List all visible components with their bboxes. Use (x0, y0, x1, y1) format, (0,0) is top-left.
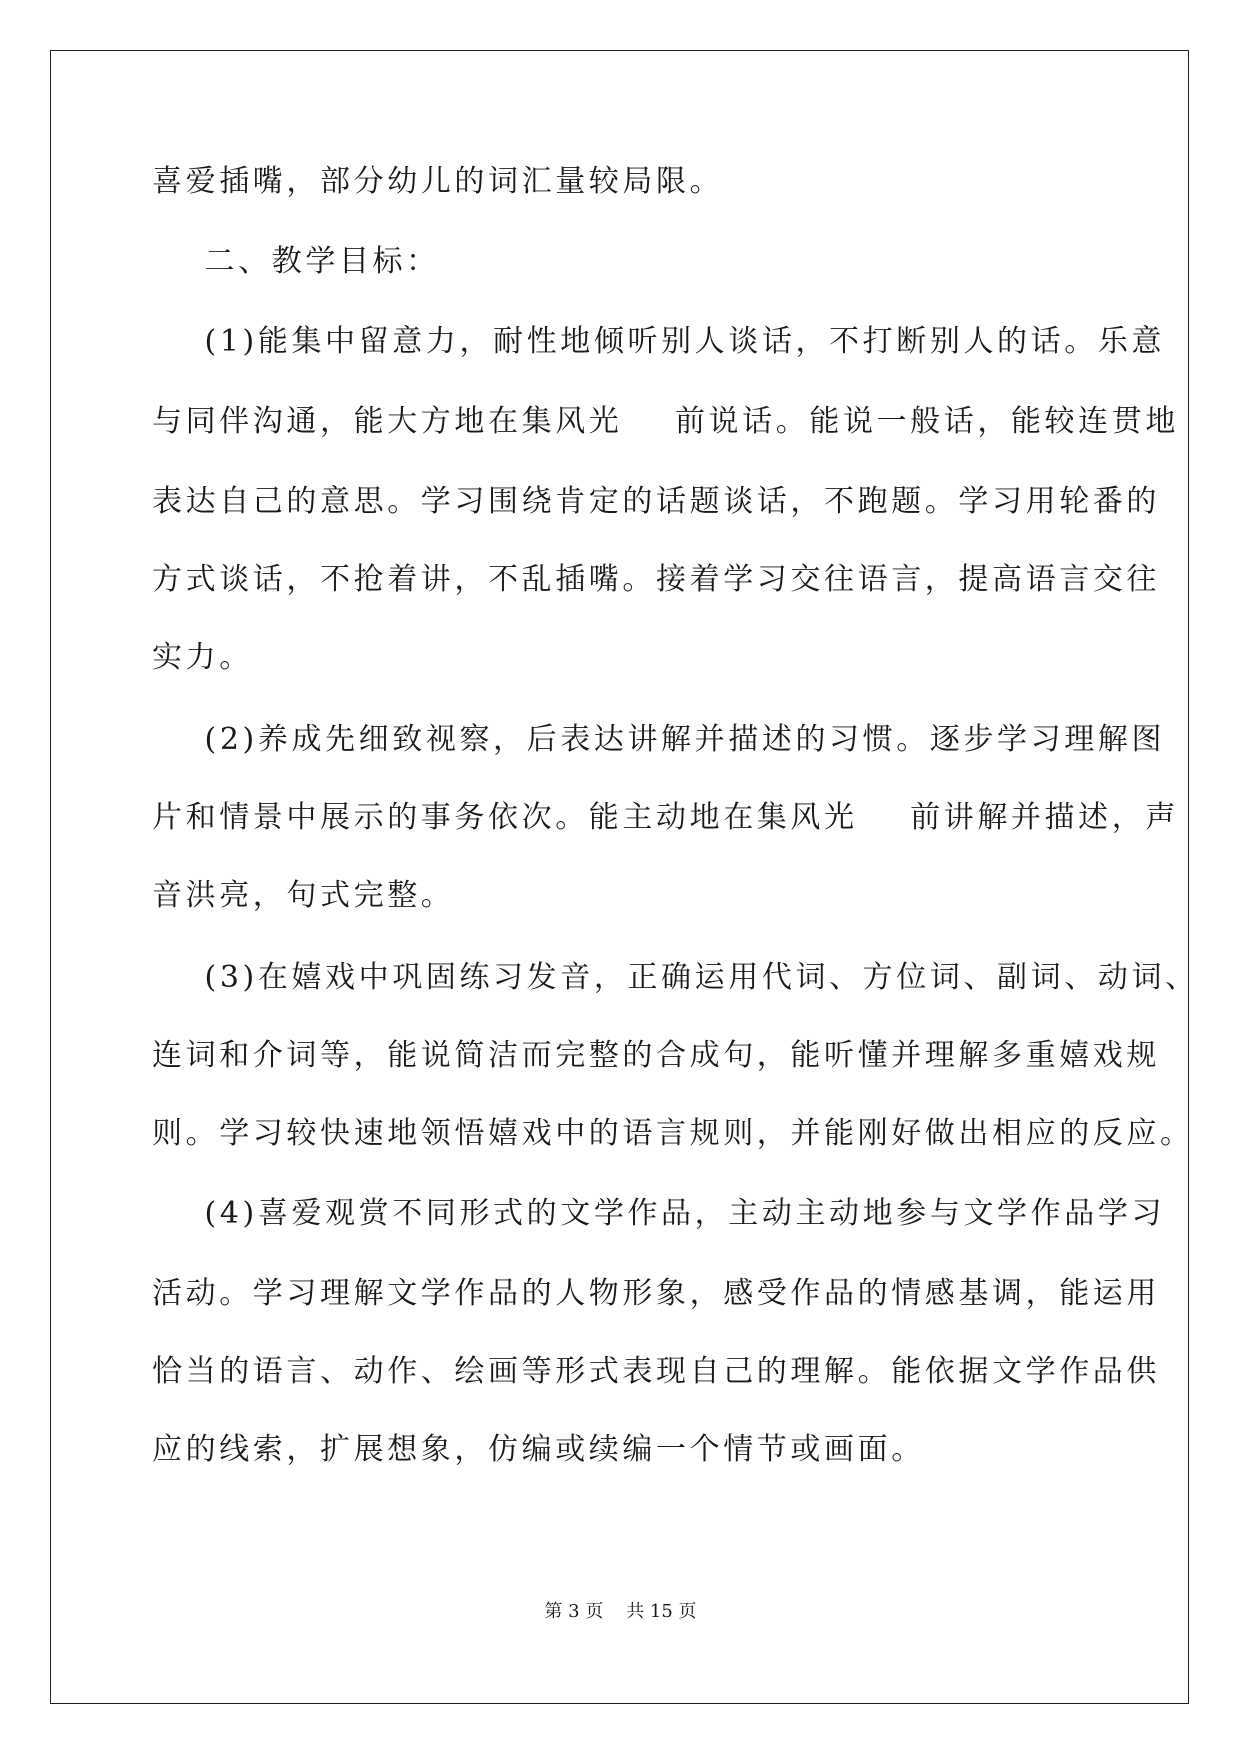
text-line: 与同伴沟通，能大方地在集风光 前说话。能说一般话，能较连贯地 (152, 404, 1179, 439)
text-line: 方式谈话，不抢着讲，不乱插嘴。接着学习交往语言，提高语言交往 (152, 562, 1160, 597)
text-line: 音洪亮，句式完整。 (152, 878, 455, 913)
section-heading: 二、教学目标： (152, 244, 440, 279)
text-line: 应的线索，扩展想象，仿编或续编一个情节或画面。 (152, 1432, 925, 1467)
text-line: 表达自己的意思。学习围绕肯定的话题谈话，不跑题。学习用轮番的 (152, 484, 1160, 519)
text-line: (2)养成先细致视察，后表达讲解并描述的习惯。逐步学习理解图 (152, 722, 1166, 757)
text-line: (3)在嬉戏中巩固练习发音，正确运用代词、方位词、副词、动词、 (152, 960, 1199, 995)
text-line: 连词和介词等，能说简洁而完整的合成句，能听懂并理解多重嬉戏规 (152, 1038, 1160, 1073)
text-line: 片和情景中展示的事务依次。能主动地在集风光 前讲解并描述，声 (152, 800, 1179, 835)
text-line: 喜爱插嘴，部分幼儿的词汇量较局限。 (152, 164, 724, 199)
text-line: 则。学习较快速地领悟嬉戏中的语言规则，并能刚好做出相应的反应。 (152, 1116, 1194, 1151)
text-line: 活动。学习理解文学作品的人物形象，感受作品的情感基调，能运用 (152, 1276, 1160, 1311)
text-line: (1)能集中留意力，耐性地倾听别人谈话，不打断别人的话。乐意 (152, 324, 1166, 359)
text-line: 恰当的语言、动作、绘画等形式表现自己的理解。能依据文学作品供 (152, 1354, 1160, 1389)
text-line: 实力。 (152, 640, 253, 675)
page-number: 第 3 页 共 15 页 (544, 1601, 697, 1622)
text-line: (4)喜爱观赏不同形式的文学作品，主动主动地参与文学作品学习 (152, 1196, 1166, 1231)
